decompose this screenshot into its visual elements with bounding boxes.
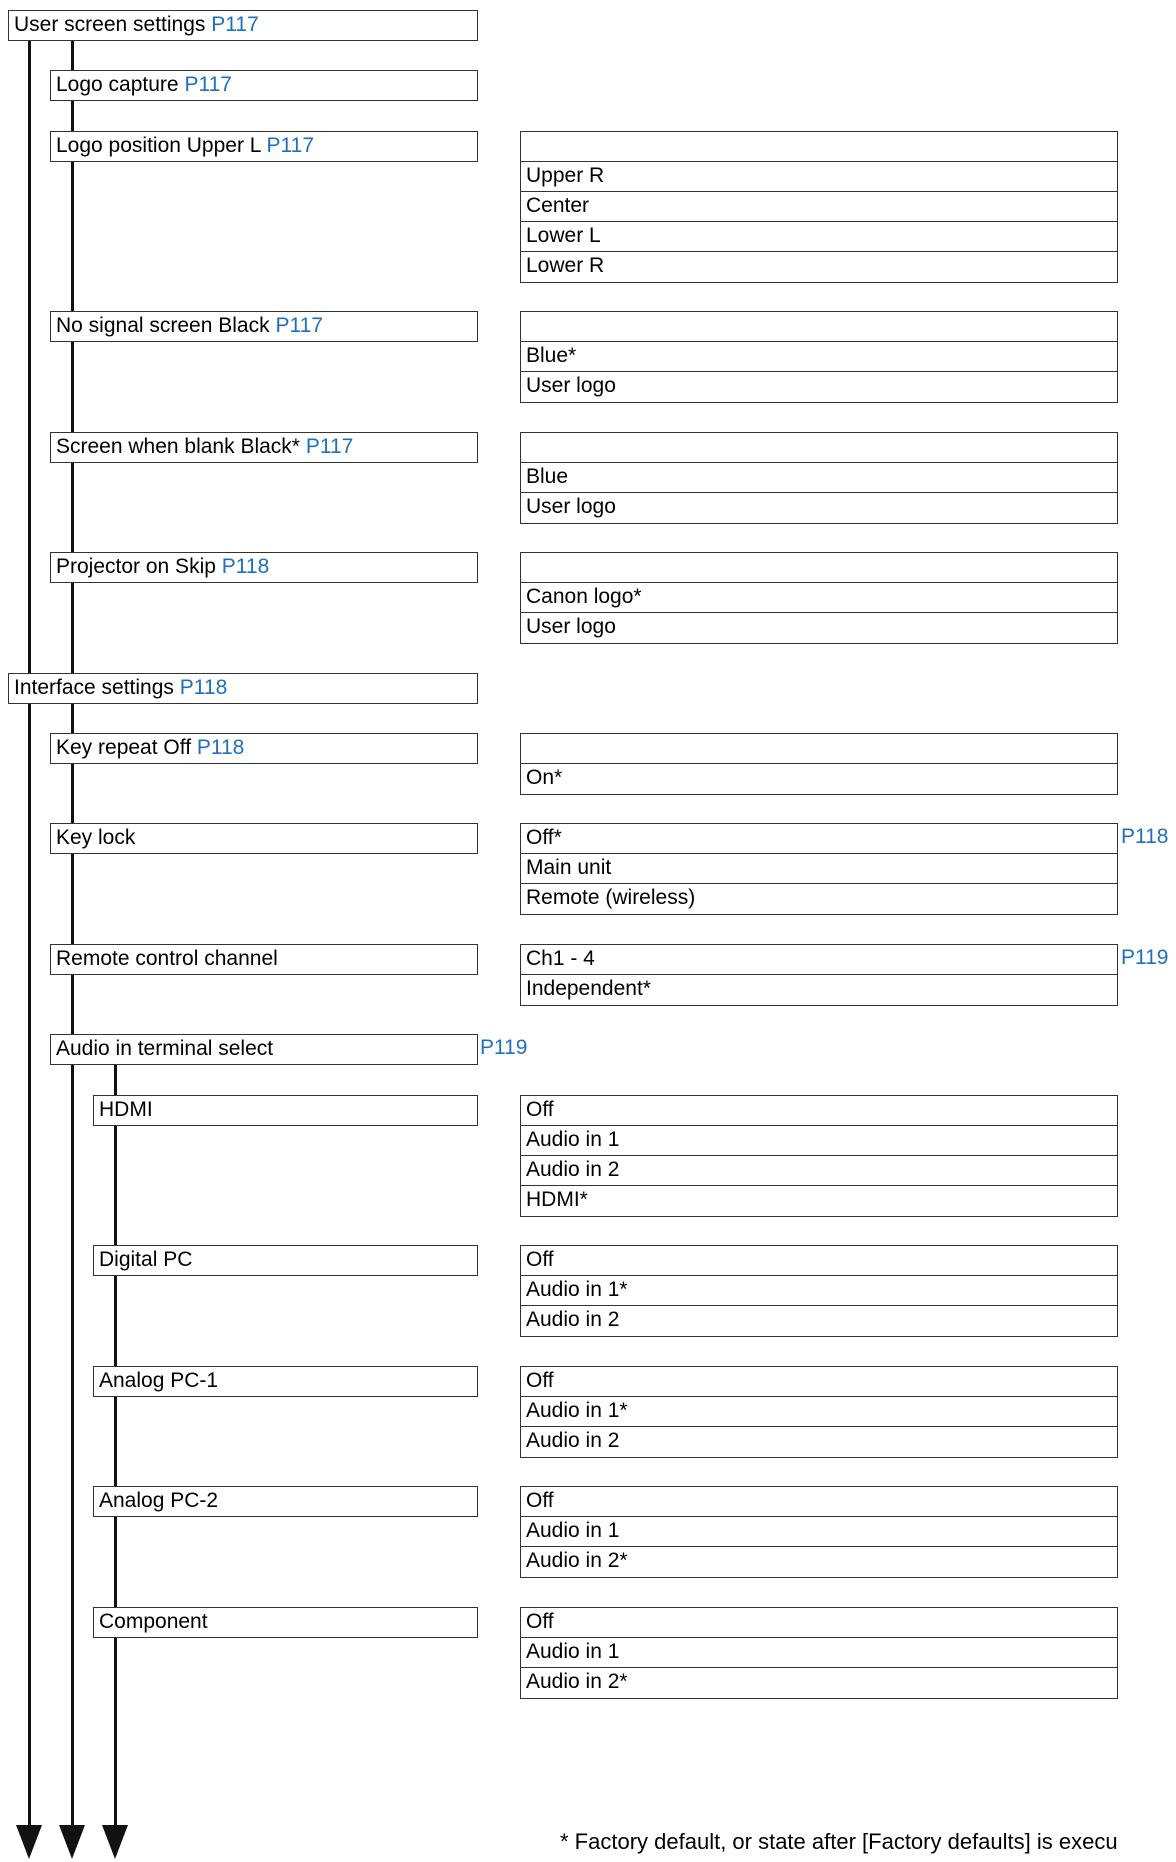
options-no-signal-screen: [520, 311, 1118, 403]
options-remote-control-channel: [520, 944, 1118, 1006]
option: HDMI*: [526, 1188, 588, 1211]
level1-line: [28, 40, 31, 1837]
option: Remote (wireless): [526, 886, 696, 909]
option: Lower R: [526, 254, 605, 277]
item-projector-on: [50, 552, 478, 583]
page-ref: P117: [305, 435, 354, 458]
options-screen-when-blank: [520, 432, 1118, 524]
item-user-screen-settings: [8, 10, 478, 41]
item-label: Key repeat Off: [56, 736, 192, 759]
option: Blue*: [521, 342, 1117, 372]
level3-arrowhead: [102, 1825, 128, 1859]
option: Off: [521, 1487, 1117, 1517]
page-ref-key-lock: P118: [1121, 825, 1169, 848]
item-audio-in-terminal-select: [50, 1034, 478, 1065]
option: [521, 734, 1117, 764]
level3-line: [114, 1061, 117, 1837]
option: Canon logo*: [521, 583, 1117, 613]
option: Main unit: [521, 854, 1117, 884]
item-label: Remote control channel: [56, 947, 278, 970]
option: [521, 312, 1117, 342]
page-ref: P117: [211, 13, 259, 36]
option: Audio in 2: [526, 1429, 620, 1452]
item-interface-settings: [8, 673, 478, 704]
option: Audio in 1*: [521, 1276, 1117, 1306]
option: [521, 553, 1117, 583]
option: Upper R: [521, 162, 1117, 192]
item-hdmi: [93, 1095, 478, 1126]
item-label: Logo position Upper L: [56, 134, 261, 157]
option: User logo: [526, 374, 616, 397]
item-label: Projector on Skip: [56, 555, 216, 578]
option: User logo: [526, 495, 616, 518]
option: Audio in 1: [521, 1638, 1117, 1668]
option: Off: [521, 1246, 1117, 1276]
item-component: [93, 1607, 478, 1638]
option: Off: [521, 1608, 1117, 1638]
option: [521, 433, 1117, 463]
level2-arrowhead: [59, 1825, 85, 1859]
item-key-repeat: [50, 733, 478, 764]
item-label: Screen when blank Black*: [56, 435, 300, 458]
item-remote-control-channel: [50, 944, 478, 975]
page-ref: P118: [221, 555, 270, 578]
option: Blue: [521, 463, 1117, 493]
option: Independent*: [526, 977, 651, 1000]
item-label: Logo capture: [56, 73, 179, 96]
option: Off*: [521, 824, 1117, 854]
option: Audio in 2*: [526, 1670, 628, 1693]
option: Center: [521, 192, 1117, 222]
item-label: Key lock: [56, 826, 136, 849]
option: On*: [526, 766, 563, 789]
item-label: Analog PC-1: [99, 1369, 219, 1392]
page-ref-remote-control-channel: P119: [1121, 946, 1169, 969]
options-digital-pc: [520, 1245, 1118, 1337]
option: Audio in 2*: [526, 1549, 628, 1572]
option: Audio in 1*: [521, 1397, 1117, 1427]
item-logo-position: [50, 131, 478, 162]
option: Ch1 - 4: [521, 945, 1117, 975]
option: Audio in 2: [526, 1308, 620, 1331]
item-label: User screen settings: [14, 13, 206, 36]
options-projector-on: [520, 552, 1118, 644]
options-analog-pc-1: [520, 1366, 1118, 1458]
footnote: * Factory default, or state after [Factory defaults] is execu: [560, 1829, 1118, 1854]
page-ref: P117: [275, 314, 323, 337]
page-ref: P118: [179, 676, 228, 699]
item-label: Digital PC: [99, 1248, 193, 1271]
item-label: Analog PC-2: [99, 1489, 219, 1512]
item-digital-pc: [93, 1245, 478, 1276]
item-no-signal-screen: [50, 311, 478, 342]
option: Off: [521, 1096, 1117, 1126]
page-ref: P117: [184, 73, 232, 96]
item-label: HDMI: [99, 1098, 153, 1121]
item-screen-when-blank: [50, 432, 478, 463]
option: Audio in 1: [521, 1517, 1117, 1547]
options-analog-pc-2: [520, 1486, 1118, 1578]
option: [521, 132, 1117, 162]
page-ref-audio-in-terminal-select: P119: [480, 1036, 528, 1059]
page-ref: P117: [266, 134, 315, 157]
item-label: Interface settings: [14, 676, 174, 699]
level2-line: [71, 40, 74, 1837]
option: Off: [521, 1367, 1117, 1397]
option: User logo: [526, 615, 616, 638]
page-ref: P118: [196, 736, 245, 759]
options-component: [520, 1607, 1118, 1699]
options-key-repeat: [520, 733, 1118, 795]
option: Audio in 1: [521, 1126, 1117, 1156]
level1-arrowhead: [16, 1825, 42, 1859]
options-key-lock: [520, 823, 1118, 915]
item-analog-pc-2: [93, 1486, 478, 1517]
options-hdmi: [520, 1095, 1118, 1217]
item-logo-capture: [50, 70, 478, 101]
item-label: Component: [99, 1610, 208, 1633]
option: Lower L: [521, 222, 1117, 252]
options-logo-position: [520, 131, 1118, 283]
item-key-lock: [50, 823, 478, 854]
item-analog-pc-1: [93, 1366, 478, 1397]
option: Audio in 2: [521, 1156, 1117, 1186]
item-label: No signal screen Black: [56, 314, 270, 337]
item-label: Audio in terminal select: [56, 1037, 274, 1060]
